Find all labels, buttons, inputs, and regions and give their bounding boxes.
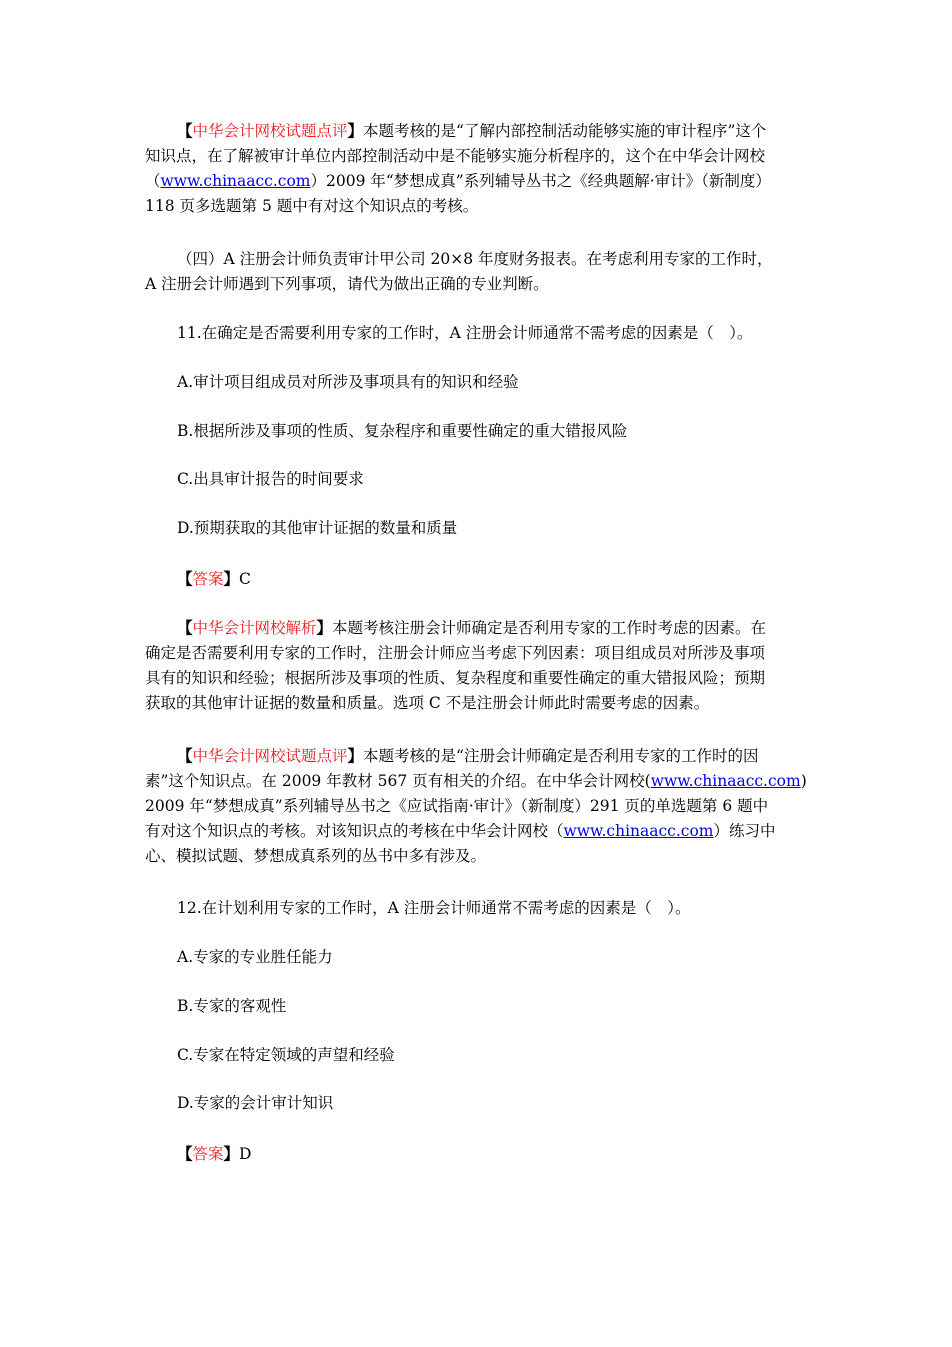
- q11-option-a: A.审计项目组成员对所涉及事项具有的知识和经验: [177, 373, 519, 391]
- q12-answer: 【答案】D: [177, 1144, 252, 1163]
- q11-option-b: B.根据所涉及事项的性质、复杂程序和重要性确定的重大错报风险: [177, 422, 628, 440]
- analysis-paragraph-11: 【中华会计网校解析】本题考核注册会计师确定是否利用专家的工作时考虑的因素。在 确定是否需要利用专家的工作时，注册会计师应当考虑下列因素：项目组成员对所涉及事项 具有的知识和经验；根据所涉及事项的性质、复杂程度和重要性确定的重大错报风险；预期 获取的其他审计证据的数量和质量。选项 C 不是注册会计师此时需要考虑的因素。: [145, 618, 767, 712]
- q12-answer-value: D: [239, 1145, 252, 1163]
- comment-label: 中华会计网校试题点评: [192, 747, 348, 765]
- chinaacc-link[interactable]: www.chinaacc.com: [563, 822, 714, 840]
- chinaacc-link[interactable]: www.chinaacc.com: [650, 772, 801, 790]
- question-11: 11.在确定是否需要利用专家的工作时，A 注册会计师通常不需考虑的因素是（ ）。: [177, 324, 753, 342]
- question-12: 12.在计划利用专家的工作时，A 注册会计师通常不需考虑的因素是（ ）。: [177, 899, 691, 917]
- q11-option-c: C.出具审计报告的时间要求: [177, 470, 364, 488]
- chinaacc-link[interactable]: www.chinaacc.com: [160, 172, 311, 190]
- q12-option-c: C.专家在特定领域的声望和经验: [177, 1046, 395, 1064]
- comment-paragraph-11: 【中华会计网校试题点评】本题考核的是“注册会计师确定是否利用专家的工作时的因 素”这个知识点。在 2009 年教材 567 页有相关的介绍。在中华会计网校(www.chinaacc.com) 2009 年“梦想成真”系列辅导丛书之《应试指南·审计》（新制度）291 页的单选题第 6 题中 有对这个知识点的考核。对该知识点的考核在中华会计网校（www.chinaacc.com）练习中 心、模拟试题、梦想成真系列的丛书中多有涉及。: [145, 746, 807, 865]
- q11-answer-value: C: [239, 570, 251, 588]
- q11-answer: 【答案】C: [177, 569, 251, 588]
- q12-option-b: B.专家的客观性: [177, 997, 287, 1015]
- comment-label: 中华会计网校试题点评: [192, 122, 348, 140]
- analysis-label: 中华会计网校解析: [192, 619, 317, 637]
- q12-option-a: A.专家的专业胜任能力: [177, 948, 333, 966]
- q11-option-d: D.预期获取的其他审计证据的数量和质量: [177, 519, 458, 537]
- comment-paragraph-1: 【中华会计网校试题点评】本题考核的是“了解内部控制活动能够实施的审计程序”这个 知识点，在了解被审计单位内部控制活动中是不能够实施分析程序的，这个在中华会计网校 （www.chinaacc.com）2009 年“梦想成真”系列辅导丛书之《经典题解·审计》（新制度） 118 页多选题第 5 题中有对这个知识点的考核。: [145, 121, 771, 215]
- q12-option-d: D.专家的会计审计知识: [177, 1094, 334, 1112]
- case-intro: （四）A 注册会计师负责审计甲公司 20×8 年度财务报表。在考虑利用专家的工作时， A 注册会计师遇到下列事项，请代为做出正确的专业判断。: [145, 250, 773, 293]
